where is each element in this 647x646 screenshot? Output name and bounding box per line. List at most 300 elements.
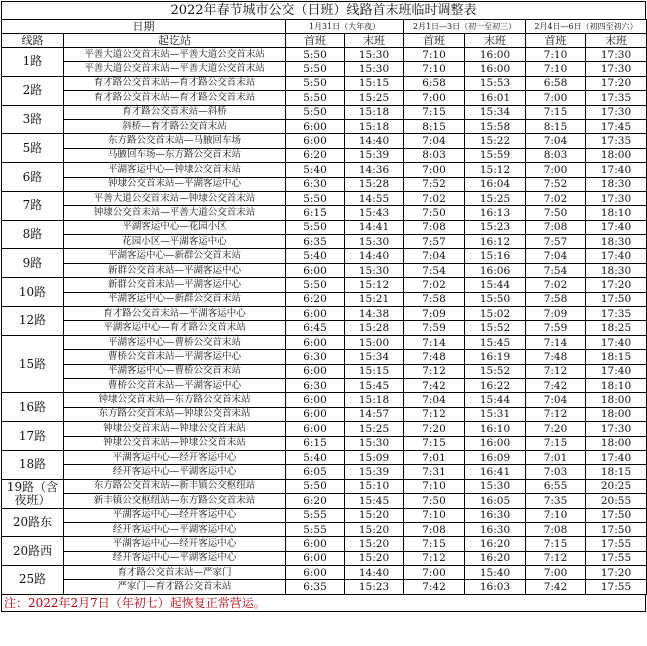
period-header: 2月4日—6日（初四至初六） <box>526 20 647 34</box>
last-bus-time: 18:00 <box>586 393 647 407</box>
last-bus-time: 16:01 <box>465 91 526 105</box>
table-row <box>2 436 647 450</box>
last-bus-time: 16:00 <box>465 436 526 450</box>
first-bus-time: 7:12 <box>526 364 586 378</box>
last-bus-time: 17:40 <box>586 335 647 349</box>
first-bus-time: 6:00 <box>286 134 345 148</box>
route-stations: 新群公交首末站—平湖客运中心 <box>64 263 286 277</box>
last-bus-time: 14:40 <box>345 566 404 580</box>
last-bus-time: 15:58 <box>465 119 526 133</box>
last-bus-time: 15:15 <box>345 364 404 378</box>
last-bus-time: 15:40 <box>465 566 526 580</box>
last-bus-time: 15:09 <box>345 450 404 464</box>
first-bus-time: 6:00 <box>286 551 345 565</box>
last-bus-time: 16:20 <box>465 537 526 551</box>
route-stations: 平善大道公交首末站—钟埭公交首末站 <box>64 191 286 205</box>
schedule-body <box>2 48 647 595</box>
table-row <box>2 321 647 335</box>
route-name: 7路 <box>2 191 64 220</box>
first-bus-time: 7:54 <box>404 263 465 277</box>
first-bus-time: 7:00 <box>526 163 586 177</box>
first-bus-time: 6:20 <box>286 292 345 306</box>
first-bus-time: 7:12 <box>404 407 465 421</box>
first-bus-time: 7:04 <box>526 134 586 148</box>
first-bus-time: 7:52 <box>526 177 586 191</box>
first-bus-time: 5:55 <box>286 508 345 522</box>
route-name: 12路 <box>2 307 64 336</box>
first-bus-time: 8:15 <box>526 119 586 133</box>
route-name: 15路 <box>2 335 64 393</box>
last-bus-time: 15:20 <box>345 551 404 565</box>
first-bus-time: 6:00 <box>286 263 345 277</box>
last-bus-time: 16:05 <box>465 494 526 508</box>
first-bus-time: 7:08 <box>404 220 465 234</box>
first-bus-time: 7:08 <box>526 522 586 536</box>
route-stations: 钟埭公交首末站—钟埭公交首末站 <box>64 422 286 436</box>
first-bus-time: 5:40 <box>286 163 345 177</box>
first-bus-time: 6:15 <box>286 206 345 220</box>
last-bus-time: 17:35 <box>586 307 647 321</box>
table-row <box>2 148 647 162</box>
last-bus-time: 15:53 <box>465 76 526 90</box>
last-bus-time: 18:00 <box>586 148 647 162</box>
last-bus-time: 15:21 <box>345 292 404 306</box>
station-column-header: 起讫站 <box>64 34 286 48</box>
route-name: 8路 <box>2 220 64 249</box>
route-name: 19路（含夜班） <box>2 479 64 508</box>
last-bus-time: 17:55 <box>586 580 647 594</box>
route-stations: 平湖客运中心—经开客运中心 <box>64 508 286 522</box>
route-name: 17路 <box>2 422 64 451</box>
last-bus-time: 18:15 <box>586 465 647 479</box>
table-row <box>2 134 647 148</box>
first-bus-time: 5:50 <box>286 220 345 234</box>
last-bus-time: 17:20 <box>586 76 647 90</box>
route-stations: 钟埭公交首末站—平善大道公交首末站 <box>64 206 286 220</box>
first-bus-time: 7:00 <box>404 566 465 580</box>
last-bus-time: 16:03 <box>465 580 526 594</box>
table-row <box>2 537 647 551</box>
last-bus-time: 15:59 <box>465 148 526 162</box>
first-bus-time: 8:03 <box>526 148 586 162</box>
table-row <box>2 566 647 580</box>
table-row <box>2 119 647 133</box>
table-row <box>2 479 647 493</box>
first-bus-time: 7:10 <box>526 62 586 76</box>
last-bus-time: 16:30 <box>465 508 526 522</box>
route-stations: 平湖客运中心—新群公交首末站 <box>64 249 286 263</box>
table-row <box>2 76 647 90</box>
last-bus-time: 20:25 <box>586 479 647 493</box>
last-bus-header: 末班 <box>586 34 647 48</box>
first-bus-time: 7:09 <box>526 307 586 321</box>
first-bus-time: 5:50 <box>286 479 345 493</box>
table-row <box>2 378 647 392</box>
route-stations: 经开客运中心—平湖客运中心 <box>64 465 286 479</box>
last-bus-time: 14:40 <box>345 249 404 263</box>
last-bus-time: 16:12 <box>465 235 526 249</box>
last-bus-time: 15:45 <box>345 378 404 392</box>
first-bus-time: 7:42 <box>526 580 586 594</box>
last-bus-time: 15:30 <box>465 479 526 493</box>
first-bus-time: 7:10 <box>404 62 465 76</box>
first-bus-time: 6:45 <box>286 321 345 335</box>
first-bus-header: 首班 <box>526 34 586 48</box>
last-bus-time: 16:13 <box>465 206 526 220</box>
route-stations: 钟埭公交首末站—钟埭公交首末站 <box>64 436 286 450</box>
last-bus-time: 15:20 <box>345 522 404 536</box>
route-stations: 平善大道公交首末站—平善大道公交首末站 <box>64 48 286 62</box>
table-row <box>2 422 647 436</box>
first-bus-time: 6:30 <box>286 350 345 364</box>
table-row <box>2 163 647 177</box>
first-bus-time: 6:58 <box>404 76 465 90</box>
table-row <box>2 62 647 76</box>
first-bus-time: 7:15 <box>526 436 586 450</box>
last-bus-time: 15:23 <box>345 580 404 594</box>
first-bus-time: 7:20 <box>526 422 586 436</box>
first-bus-time: 7:12 <box>526 551 586 565</box>
last-bus-time: 15:45 <box>345 494 404 508</box>
table-row <box>2 393 647 407</box>
last-bus-time: 15:20 <box>345 508 404 522</box>
last-bus-time: 17:30 <box>586 62 647 76</box>
first-bus-time: 5:55 <box>286 522 345 536</box>
route-name: 20路东 <box>2 508 64 537</box>
last-bus-time: 15:25 <box>345 422 404 436</box>
first-bus-time: 6:35 <box>286 580 345 594</box>
last-bus-time: 16:09 <box>465 450 526 464</box>
first-bus-time: 7:42 <box>404 378 465 392</box>
last-bus-header: 末班 <box>465 34 526 48</box>
first-bus-time: 6:20 <box>286 494 345 508</box>
route-stations: 平湖客运中心—新群公交首末站 <box>64 292 286 306</box>
first-bus-time: 6:00 <box>286 393 345 407</box>
last-bus-time: 16:22 <box>465 378 526 392</box>
route-stations: 平湖客运中心—花园小区 <box>64 220 286 234</box>
first-bus-time: 7:12 <box>404 364 465 378</box>
route-stations: 平湖客运中心—钟埭公交首末站 <box>64 163 286 177</box>
route-stations: 曹桥公交首末站—平湖客运中心 <box>64 378 286 392</box>
table-row <box>2 191 647 205</box>
last-bus-time: 15:28 <box>345 321 404 335</box>
first-bus-time: 7:42 <box>404 580 465 594</box>
last-bus-time: 20:55 <box>586 494 647 508</box>
last-bus-time: 16:20 <box>465 551 526 565</box>
table-row <box>2 292 647 306</box>
last-bus-time: 18:10 <box>586 206 647 220</box>
first-bus-time: 5:50 <box>286 76 345 90</box>
first-bus-time: 7:58 <box>404 292 465 306</box>
first-bus-time: 7:00 <box>526 566 586 580</box>
last-bus-time: 14:41 <box>345 220 404 234</box>
last-bus-time: 16:30 <box>465 522 526 536</box>
first-bus-time: 5:40 <box>286 450 345 464</box>
first-bus-time: 7:02 <box>526 191 586 205</box>
last-bus-time: 17:50 <box>586 522 647 536</box>
last-bus-time: 16:00 <box>465 62 526 76</box>
first-bus-time: 6:05 <box>286 465 345 479</box>
last-bus-time: 17:40 <box>586 163 647 177</box>
last-bus-time: 16:06 <box>465 263 526 277</box>
last-bus-time: 15:34 <box>465 105 526 119</box>
route-stations: 育才路公交首末站—育才路公交首末站 <box>64 91 286 105</box>
route-name: 3路 <box>2 105 64 134</box>
first-bus-time: 7:15 <box>526 105 586 119</box>
last-bus-time: 15:02 <box>465 307 526 321</box>
last-bus-time: 16:04 <box>465 177 526 191</box>
route-stations: 平湖客运中心—经开客运中心 <box>64 537 286 551</box>
first-bus-time: 7:12 <box>526 407 586 421</box>
table-row <box>2 220 647 234</box>
last-bus-time: 18:30 <box>586 177 647 191</box>
table-row <box>2 551 647 565</box>
last-bus-time: 15:23 <box>465 220 526 234</box>
last-bus-time: 15:18 <box>345 393 404 407</box>
first-bus-time: 7:01 <box>526 450 586 464</box>
first-bus-time: 7:48 <box>526 350 586 364</box>
last-bus-time: 15:18 <box>345 119 404 133</box>
last-bus-time: 18:30 <box>586 263 647 277</box>
last-bus-time: 17:50 <box>586 508 647 522</box>
route-stations: 经开客运中心—平湖客运中心 <box>64 551 286 565</box>
table-row <box>2 364 647 378</box>
first-bus-header: 首班 <box>286 34 345 48</box>
route-name: 1路 <box>2 48 64 77</box>
last-bus-time: 15:34 <box>345 350 404 364</box>
last-bus-time: 15:16 <box>465 249 526 263</box>
last-bus-time: 15:25 <box>345 91 404 105</box>
table-row <box>2 407 647 421</box>
last-bus-time: 15:45 <box>465 335 526 349</box>
table-title: 2022年春节城市公交（日班）线路首末班临时调整表 <box>1 1 646 19</box>
last-bus-time: 15:50 <box>465 292 526 306</box>
first-bus-time: 7:04 <box>404 249 465 263</box>
first-bus-time: 7:15 <box>404 105 465 119</box>
first-bus-time: 6:00 <box>286 407 345 421</box>
first-bus-time: 6:20 <box>286 148 345 162</box>
last-bus-time: 15:12 <box>345 278 404 292</box>
first-bus-time: 6:35 <box>286 235 345 249</box>
route-name: 25路 <box>2 566 64 595</box>
last-bus-time: 17:30 <box>586 48 647 62</box>
first-bus-time: 7:50 <box>404 494 465 508</box>
last-bus-time: 17:40 <box>586 450 647 464</box>
last-bus-time: 15:52 <box>465 321 526 335</box>
last-bus-time: 18:00 <box>586 436 647 450</box>
route-stations: 斜桥—育才路公交首末站 <box>64 119 286 133</box>
last-bus-time: 17:50 <box>586 292 647 306</box>
route-name: 2路 <box>2 76 64 105</box>
last-bus-time: 15:30 <box>345 263 404 277</box>
first-bus-time: 5:50 <box>286 105 345 119</box>
table-row <box>2 508 647 522</box>
table-row <box>2 278 647 292</box>
first-bus-time: 6:00 <box>286 364 345 378</box>
route-stations: 育才路公交首末站—育才路公交首末站 <box>64 76 286 90</box>
first-bus-time: 7:50 <box>526 206 586 220</box>
last-bus-header: 末班 <box>345 34 404 48</box>
last-bus-time: 15:31 <box>465 407 526 421</box>
first-bus-time: 7:31 <box>404 465 465 479</box>
first-bus-time: 6:55 <box>526 479 586 493</box>
last-bus-time: 15:30 <box>345 436 404 450</box>
first-bus-time: 7:15 <box>526 537 586 551</box>
route-stations: 东方路公交首末站—新丰镇公交枢纽站 <box>64 479 286 493</box>
first-bus-time: 6:30 <box>286 177 345 191</box>
first-bus-time: 7:02 <box>404 191 465 205</box>
header-row-columns <box>2 34 647 48</box>
last-bus-time: 17:30 <box>586 191 647 205</box>
first-bus-time: 5:50 <box>286 191 345 205</box>
table-row <box>2 580 647 594</box>
last-bus-time: 14:57 <box>345 407 404 421</box>
period-header: 1月31日（大年夜） <box>286 20 404 34</box>
last-bus-time: 18:15 <box>586 350 647 364</box>
first-bus-time: 7:08 <box>404 522 465 536</box>
last-bus-time: 17:40 <box>586 249 647 263</box>
first-bus-time: 6:58 <box>526 76 586 90</box>
first-bus-time: 7:48 <box>404 350 465 364</box>
first-bus-time: 7:35 <box>526 494 586 508</box>
first-bus-time: 6:00 <box>286 566 345 580</box>
last-bus-time: 17:55 <box>586 551 647 565</box>
route-stations: 东方路公交首末站—钟埭公交首末站 <box>64 407 286 421</box>
route-stations: 严家门—育才路公交首末站 <box>64 580 286 594</box>
first-bus-time: 7:14 <box>404 335 465 349</box>
last-bus-time: 14:40 <box>345 134 404 148</box>
last-bus-time: 17:40 <box>586 364 647 378</box>
first-bus-time: 5:50 <box>286 91 345 105</box>
first-bus-time: 7:14 <box>526 335 586 349</box>
table-row <box>2 105 647 119</box>
last-bus-time: 15:44 <box>465 393 526 407</box>
last-bus-time: 16:19 <box>465 350 526 364</box>
route-stations: 花园小区—平湖客运中心 <box>64 235 286 249</box>
last-bus-time: 15:52 <box>465 364 526 378</box>
last-bus-time: 14:38 <box>345 307 404 321</box>
first-bus-time: 7:57 <box>404 235 465 249</box>
route-stations: 钟埭公交首末站—平湖客运中心 <box>64 177 286 191</box>
last-bus-time: 17:20 <box>586 566 647 580</box>
route-stations: 育才路公交首末站—严家门 <box>64 566 286 580</box>
table-row <box>2 307 647 321</box>
first-bus-time: 7:52 <box>404 177 465 191</box>
first-bus-time: 6:30 <box>286 378 345 392</box>
table-row <box>2 177 647 191</box>
last-bus-time: 15:44 <box>465 278 526 292</box>
period-header: 2月1日—3日（初一至初三） <box>404 20 526 34</box>
first-bus-time: 8:15 <box>404 119 465 133</box>
first-bus-time: 5:50 <box>286 48 345 62</box>
table-row <box>2 91 647 105</box>
last-bus-time: 15:10 <box>345 479 404 493</box>
header-row-periods <box>2 20 647 34</box>
route-stations: 平湖客运中心—经开客运中心 <box>64 450 286 464</box>
first-bus-time: 7:04 <box>526 249 586 263</box>
route-stations: 平善大道公交首末站—平善大道公交首末站 <box>64 62 286 76</box>
last-bus-time: 15:43 <box>345 206 404 220</box>
last-bus-time: 15:18 <box>345 105 404 119</box>
first-bus-time: 7:10 <box>404 508 465 522</box>
schedule-table <box>1 19 647 595</box>
last-bus-time: 18:25 <box>586 321 647 335</box>
first-bus-time: 7:00 <box>404 91 465 105</box>
route-stations: 钟埭公交首末站—东方路公交首末站 <box>64 393 286 407</box>
route-stations: 育才路公交首末站—平湖客运中心 <box>64 307 286 321</box>
last-bus-time: 15:30 <box>345 62 404 76</box>
route-name: 6路 <box>2 163 64 192</box>
first-bus-time: 6:15 <box>286 436 345 450</box>
last-bus-time: 15:12 <box>465 163 526 177</box>
route-name: 20路西 <box>2 537 64 566</box>
route-name: 10路 <box>2 278 64 307</box>
first-bus-time: 6:00 <box>286 422 345 436</box>
route-stations: 新群公交首末站—平湖客运中心 <box>64 278 286 292</box>
last-bus-time: 17:20 <box>586 278 647 292</box>
first-bus-time: 6:00 <box>286 307 345 321</box>
first-bus-time: 7:59 <box>526 321 586 335</box>
route-stations: 经开客运中心—平湖客运中心 <box>64 522 286 536</box>
first-bus-time: 7:02 <box>526 278 586 292</box>
first-bus-time: 7:10 <box>526 48 586 62</box>
first-bus-time: 8:03 <box>404 148 465 162</box>
last-bus-time: 18:00 <box>586 407 647 421</box>
last-bus-time: 15:15 <box>345 76 404 90</box>
schedule-sheet <box>1 1 646 644</box>
route-stations: 东方路公交首末站—马腋回车场 <box>64 134 286 148</box>
first-bus-time: 7:12 <box>404 551 465 565</box>
route-stations: 新丰镇公交枢纽站—东方路公交首末站 <box>64 494 286 508</box>
first-bus-time: 7:10 <box>526 508 586 522</box>
last-bus-time: 17:40 <box>586 220 647 234</box>
date-label: 日期 <box>2 20 286 34</box>
route-stations: 平湖客运中心—育才路公交首末站 <box>64 321 286 335</box>
table-row <box>2 522 647 536</box>
route-stations: 平湖客运中心—曹桥公交首末站 <box>64 335 286 349</box>
route-stations: 曹桥公交首末站—平湖客运中心 <box>64 350 286 364</box>
first-bus-time: 7:09 <box>404 307 465 321</box>
table-row <box>2 494 647 508</box>
first-bus-time: 7:02 <box>404 278 465 292</box>
first-bus-time: 7:04 <box>526 393 586 407</box>
route-column-header: 线路 <box>2 34 64 48</box>
last-bus-time: 15:28 <box>345 177 404 191</box>
route-stations: 平湖客运中心—曹桥公交首末站 <box>64 364 286 378</box>
footnote: 注：2022年2月7日（年初七）起恢复正常营运。 <box>1 595 646 612</box>
last-bus-time: 17:30 <box>586 105 647 119</box>
first-bus-time: 6:00 <box>286 537 345 551</box>
first-bus-time: 6:00 <box>286 335 345 349</box>
last-bus-time: 15:39 <box>345 465 404 479</box>
last-bus-time: 15:39 <box>345 148 404 162</box>
last-bus-time: 14:36 <box>345 163 404 177</box>
table-row <box>2 263 647 277</box>
first-bus-time: 7:08 <box>526 220 586 234</box>
last-bus-time: 18:30 <box>586 235 647 249</box>
last-bus-time: 17:35 <box>586 134 647 148</box>
route-stations: 马腋回车场—东方路公交首末站 <box>64 148 286 162</box>
last-bus-time: 17:30 <box>586 422 647 436</box>
route-name: 18路 <box>2 450 64 479</box>
first-bus-time: 7:59 <box>404 321 465 335</box>
route-name: 9路 <box>2 249 64 278</box>
last-bus-time: 17:55 <box>586 537 647 551</box>
first-bus-time: 7:03 <box>526 465 586 479</box>
first-bus-time: 7:04 <box>404 134 465 148</box>
first-bus-time: 7:15 <box>404 537 465 551</box>
last-bus-time: 15:20 <box>345 537 404 551</box>
